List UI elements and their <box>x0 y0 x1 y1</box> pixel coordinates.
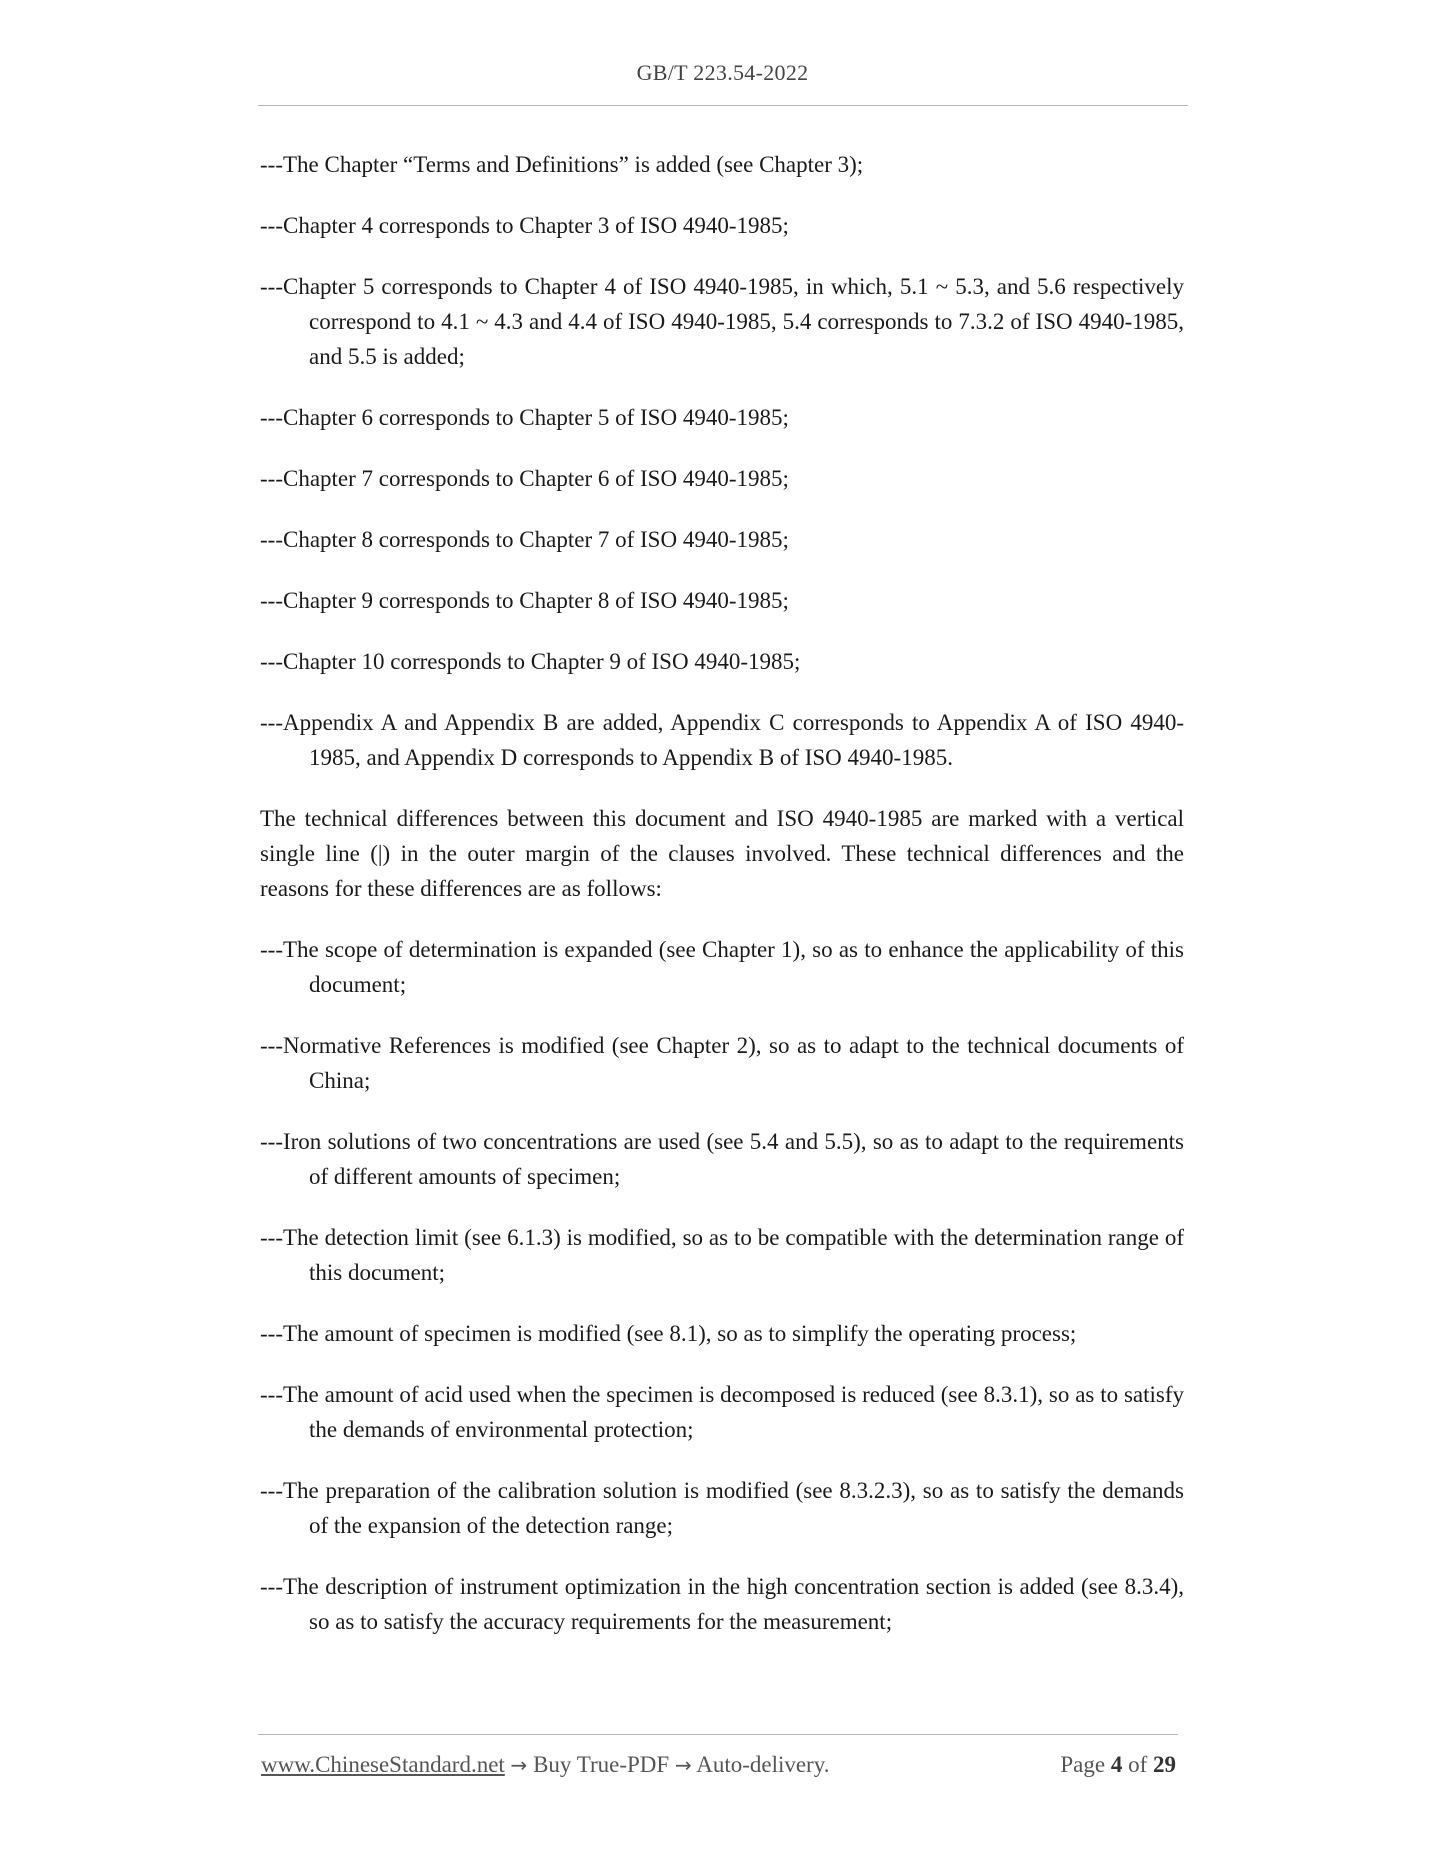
list-item: ---Chapter 5 corresponds to Chapter 4 of ISO 4940-1985, in which, 5.1 ~ 5.3, and 5.6 respectively correspond to 4.1 ~ 4.3 and 4.4 of ISO 4940-1985, 5.4 corresponds to 7.3.2 of ISO 4940-1985, and 5.5 is added; <box>260 274 1184 369</box>
list-item: ---Chapter 8 corresponds to Chapter 7 of ISO 4940-1985; <box>260 527 789 552</box>
page-current: 4 <box>1110 1752 1123 1777</box>
header-divider <box>258 105 1188 106</box>
list-item: ---Iron solutions of two concentrations are used (see 5.4 and 5.5), so as to adapt to the requirements of different amounts of specimen; <box>260 1129 1184 1189</box>
page-header-title: GB/T 223.54-2022 <box>636 60 809 85</box>
list-item: ---Chapter 10 corresponds to Chapter 9 of ISO 4940-1985; <box>260 649 801 674</box>
list-item: ---Chapter 7 corresponds to Chapter 6 of ISO 4940-1985; <box>260 466 789 491</box>
correspondence-list <box>260 147 1184 775</box>
page-of: of <box>1128 1752 1148 1777</box>
footer-divider <box>258 1734 1178 1735</box>
delivery-text: Auto-delivery. <box>696 1752 830 1777</box>
website-link[interactable]: www.ChineseStandard.net <box>261 1752 505 1777</box>
document-body <box>260 147 1184 1665</box>
page-number <box>1060 1752 1176 1778</box>
footer-promo <box>261 1752 829 1778</box>
list-item: ---The preparation of the calibration solution is modified (see 8.3.2.3), so as to satisfy the demands of the expansion of the detection range; <box>260 1478 1184 1538</box>
list-item: ---The scope of determination is expanded (see Chapter 1), so as to enhance the applicability of this document; <box>260 937 1184 997</box>
list-item: ---Chapter 9 corresponds to Chapter 8 of ISO 4940-1985; <box>260 588 789 613</box>
technical-differences-list <box>260 932 1184 1639</box>
list-item: ---The amount of specimen is modified (see 8.1), so as to simplify the operating process; <box>260 1321 1077 1346</box>
list-item: ---The Chapter “Terms and Definitions” is added (see Chapter 3); <box>260 152 864 177</box>
list-item: ---The amount of acid used when the specimen is decomposed is reduced (see 8.3.1), so as to satisfy the demands of environmental protection; <box>260 1382 1184 1442</box>
list-item: ---Chapter 4 corresponds to Chapter 3 of ISO 4940-1985; <box>260 213 789 238</box>
arrow-right-icon: → <box>674 1753 692 1777</box>
technical-differences-paragraph: The technical differences between this document and ISO 4940-1985 are marked with a vertical single line (|) in the outer margin of the clauses involved. These technical differences and the reasons for these differences are as follows: <box>260 806 1184 901</box>
buy-text: Buy True-PDF <box>533 1752 670 1777</box>
list-item: ---The detection limit (see 6.1.3) is modified, so as to be compatible with the determination range of this document; <box>260 1225 1184 1285</box>
list-item: ---Chapter 6 corresponds to Chapter 5 of ISO 4940-1985; <box>260 405 789 430</box>
list-item: ---The description of instrument optimization in the high concentration section is added (see 8.3.4), so as to satisfy the accuracy requirements for the measurement; <box>260 1574 1184 1634</box>
arrow-right-icon: → <box>510 1753 528 1777</box>
page-total: 29 <box>1153 1752 1176 1777</box>
page-label: Page <box>1060 1752 1106 1777</box>
list-item: ---Normative References is modified (see Chapter 2), so as to adapt to the technical documents of China; <box>260 1033 1184 1093</box>
list-item: ---Appendix A and Appendix B are added, Appendix C corresponds to Appendix A of ISO 4940-1985, and Appendix D corresponds to Appendix B of ISO 4940-1985. <box>260 710 1184 770</box>
